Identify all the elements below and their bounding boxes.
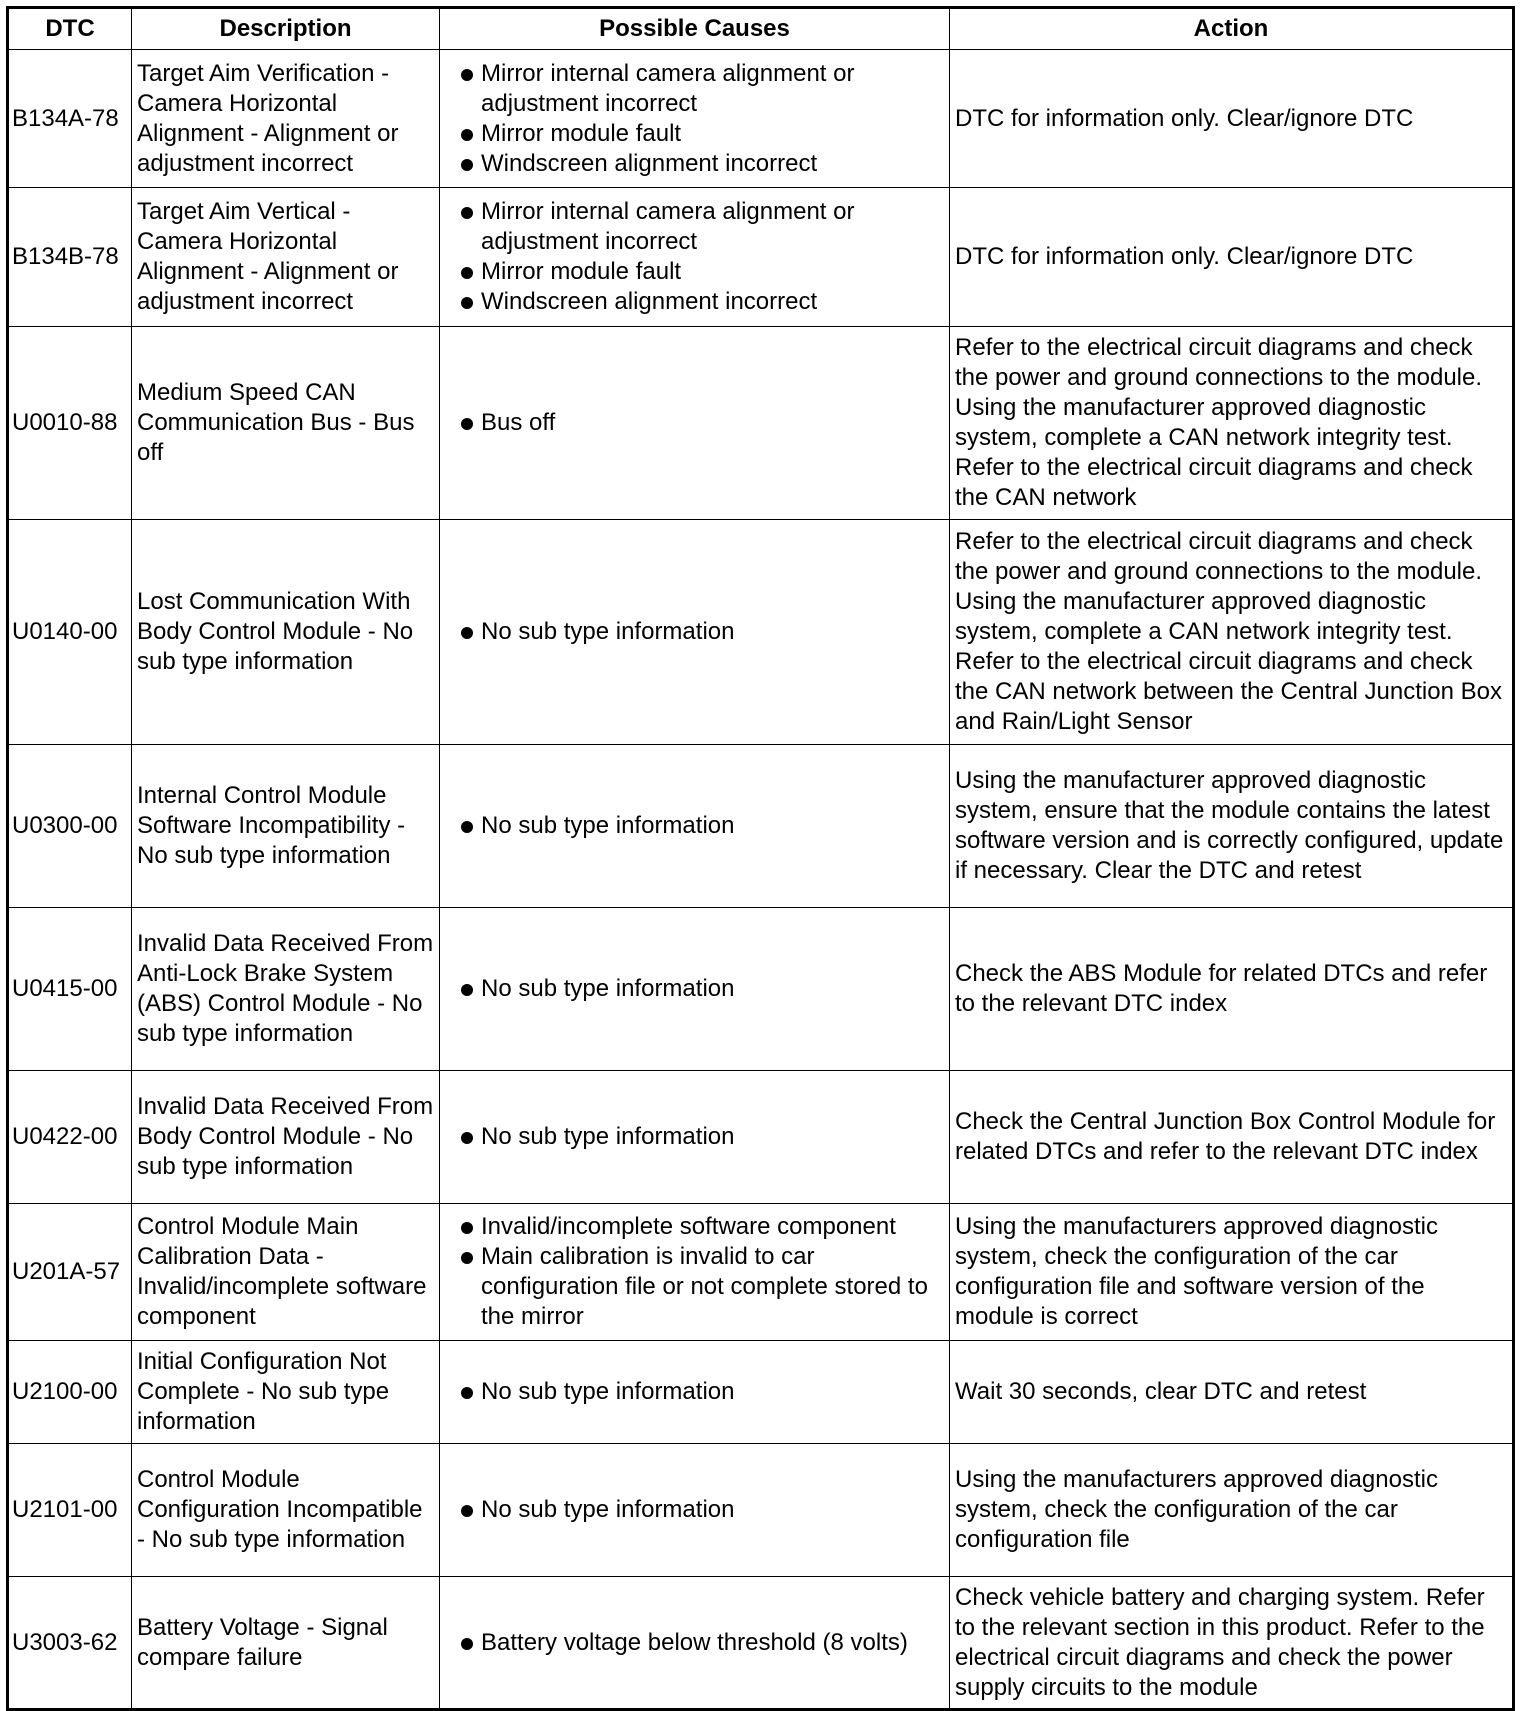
- table-body: [8, 50, 1514, 1710]
- cause-text: No sub type information: [481, 1378, 735, 1405]
- bullet-icon: [461, 1252, 473, 1264]
- cause-text: No sub type information: [481, 1123, 735, 1150]
- possible-causes-list: [445, 1495, 944, 1525]
- table-row: [8, 520, 1514, 745]
- dtc-description: Invalid Data Received From Anti-Lock Brake System (ABS) Control Module - No sub type information: [132, 908, 440, 1071]
- cause-item: [445, 257, 944, 287]
- possible-causes-cell: [440, 50, 950, 188]
- cause-item: [445, 408, 944, 438]
- possible-causes-list: [445, 59, 944, 179]
- dtc-action: Check vehicle battery and charging system. Refer to the relevant section in this product. Refer to the electrical circuit diagrams and check the power supply circuits to the module: [950, 1577, 1514, 1710]
- bullet-icon: [461, 1222, 473, 1234]
- possible-causes-cell: [440, 908, 950, 1071]
- bullet-icon: [461, 821, 473, 833]
- cause-item: [445, 1242, 944, 1332]
- cause-text: No sub type information: [481, 812, 735, 839]
- table-row: [8, 1444, 1514, 1577]
- dtc-code: U201A-57: [8, 1204, 132, 1341]
- bullet-icon: [461, 627, 473, 639]
- cause-text: No sub type information: [481, 1496, 735, 1523]
- cause-text: Invalid/incomplete software component: [481, 1213, 896, 1240]
- dtc-code: U2100-00: [8, 1341, 132, 1444]
- possible-causes-cell: [440, 1577, 950, 1710]
- possible-causes-list: [445, 974, 944, 1004]
- possible-causes-list: [445, 197, 944, 317]
- dtc-description: Internal Control Module Software Incompatibility - No sub type information: [132, 745, 440, 908]
- cause-item: [445, 149, 944, 179]
- cause-item: [445, 811, 944, 841]
- cause-item: [445, 119, 944, 149]
- possible-causes-cell: [440, 1071, 950, 1204]
- cause-text: Windscreen alignment incorrect: [481, 288, 818, 315]
- cause-item: [445, 59, 944, 119]
- dtc-description: Battery Voltage - Signal compare failure: [132, 1577, 440, 1710]
- dtc-code: U0300-00: [8, 745, 132, 908]
- possible-causes-cell: [440, 1341, 950, 1444]
- header-possible-causes: Possible Causes: [440, 8, 950, 50]
- dtc-action: Using the manufacturers approved diagnostic system, check the configuration of the car configuration file and software version of the module is correct: [950, 1204, 1514, 1341]
- bullet-icon: [461, 267, 473, 279]
- cause-item: [445, 1495, 944, 1525]
- bullet-icon: [461, 159, 473, 171]
- dtc-code: U0010-88: [8, 327, 132, 520]
- table-row: [8, 327, 1514, 520]
- possible-causes-cell: [440, 745, 950, 908]
- dtc-action: DTC for information only. Clear/ignore DTC: [950, 50, 1514, 188]
- cause-item: [445, 1212, 944, 1242]
- table-row: [8, 188, 1514, 327]
- dtc-code: B134A-78: [8, 50, 132, 188]
- cause-item: [445, 1628, 944, 1658]
- dtc-code: B134B-78: [8, 188, 132, 327]
- dtc-table: [6, 6, 1515, 1711]
- possible-causes-list: [445, 1212, 944, 1332]
- cause-item: [445, 1377, 944, 1407]
- header-dtc: DTC: [8, 8, 132, 50]
- dtc-description: Initial Configuration Not Complete - No sub type information: [132, 1341, 440, 1444]
- dtc-action: Wait 30 seconds, clear DTC and retest: [950, 1341, 1514, 1444]
- dtc-code: U0140-00: [8, 520, 132, 745]
- cause-text: No sub type information: [481, 618, 735, 645]
- cause-text: No sub type information: [481, 975, 735, 1002]
- possible-causes-list: [445, 1377, 944, 1407]
- bullet-icon: [461, 418, 473, 430]
- possible-causes-list: [445, 1122, 944, 1152]
- header-description: Description: [132, 8, 440, 50]
- dtc-action: Refer to the electrical circuit diagrams and check the power and ground connections to the module. Using the manufacturer approved diagnostic system, complete a CAN network integrity test. Refer to the electrical circuit diagrams and check the CAN network: [950, 327, 1514, 520]
- cause-text: Windscreen alignment incorrect: [481, 149, 818, 177]
- dtc-action: Check the Central Junction Box Control Module for related DTCs and refer to the relevant DTC index: [950, 1071, 1514, 1204]
- dtc-code: U0415-00: [8, 908, 132, 1071]
- cause-text: Main calibration is invalid to car configuration file or not complete stored to the mirror: [481, 1243, 928, 1330]
- cause-text: Mirror module fault: [481, 119, 682, 147]
- dtc-description: Control Module Main Calibration Data - Invalid/incomplete software component: [132, 1204, 440, 1341]
- dtc-description: Control Module Configuration Incompatible - No sub type information: [132, 1444, 440, 1577]
- cause-text: Bus off: [481, 409, 556, 436]
- cause-text: Mirror internal camera alignment or adjustment incorrect: [481, 198, 855, 255]
- possible-causes-cell: [440, 1444, 950, 1577]
- possible-causes-list: [445, 811, 944, 841]
- bullet-icon: [461, 129, 473, 141]
- bullet-icon: [461, 297, 473, 309]
- possible-causes-cell: [440, 1204, 950, 1341]
- dtc-description: Lost Communication With Body Control Module - No sub type information: [132, 520, 440, 745]
- bullet-icon: [461, 1638, 473, 1650]
- header-row: [8, 8, 1514, 50]
- bullet-icon: [461, 207, 473, 219]
- dtc-description: Invalid Data Received From Body Control Module - No sub type information: [132, 1071, 440, 1204]
- dtc-action: Using the manufacturer approved diagnostic system, ensure that the module contains the latest software version and is correctly configured, update if necessary. Clear the DTC and retest: [950, 745, 1514, 908]
- dtc-code: U3003-62: [8, 1577, 132, 1710]
- table-row: [8, 1577, 1514, 1710]
- bullet-icon: [461, 984, 473, 996]
- possible-causes-cell: [440, 188, 950, 327]
- possible-causes-list: [445, 408, 944, 438]
- cause-text: Mirror module fault: [481, 258, 682, 285]
- possible-causes-list: [445, 1628, 944, 1658]
- bullet-icon: [461, 1387, 473, 1399]
- header-action: Action: [950, 8, 1514, 50]
- dtc-action: DTC for information only. Clear/ignore DTC: [950, 188, 1514, 327]
- bullet-icon: [461, 1132, 473, 1144]
- table-row: [8, 1204, 1514, 1341]
- bullet-icon: [461, 1505, 473, 1517]
- bullet-icon: [461, 69, 473, 81]
- cause-item: [445, 974, 944, 1004]
- dtc-action: Check the ABS Module for related DTCs and refer to the relevant DTC index: [950, 908, 1514, 1071]
- dtc-description: Medium Speed CAN Communication Bus - Bus off: [132, 327, 440, 520]
- cause-item: [445, 287, 944, 317]
- possible-causes-list: [445, 617, 944, 647]
- table-row: [8, 1341, 1514, 1444]
- possible-causes-cell: [440, 327, 950, 520]
- dtc-description: Target Aim Verification - Camera Horizontal Alignment - Alignment or adjustment incorrect: [132, 50, 440, 188]
- cause-text: Battery voltage below threshold (8 volts): [481, 1628, 908, 1656]
- dtc-description: Target Aim Vertical - Camera Horizontal Alignment - Alignment or adjustment incorrect: [132, 188, 440, 327]
- cause-item: [445, 197, 944, 257]
- table-row: [8, 908, 1514, 1071]
- dtc-action: Refer to the electrical circuit diagrams and check the power and ground connections to the module. Using the manufacturer approved diagnostic system, complete a CAN network integrity test. Refer to the electrical circuit diagrams and check the CAN network between the Central Junction Box and Rain/Light Sensor: [950, 520, 1514, 745]
- cause-item: [445, 617, 944, 647]
- dtc-code: U0422-00: [8, 1071, 132, 1204]
- dtc-code: U2101-00: [8, 1444, 132, 1577]
- table-row: [8, 745, 1514, 908]
- cause-item: [445, 1122, 944, 1152]
- cause-text: Mirror internal camera alignment or adjustment incorrect: [481, 59, 855, 117]
- table-row: [8, 1071, 1514, 1204]
- possible-causes-cell: [440, 520, 950, 745]
- dtc-action: Using the manufacturers approved diagnostic system, check the configuration of the car configuration file: [950, 1444, 1514, 1577]
- dtc-table-wrapper: [6, 6, 1515, 1711]
- table-row: [8, 50, 1514, 188]
